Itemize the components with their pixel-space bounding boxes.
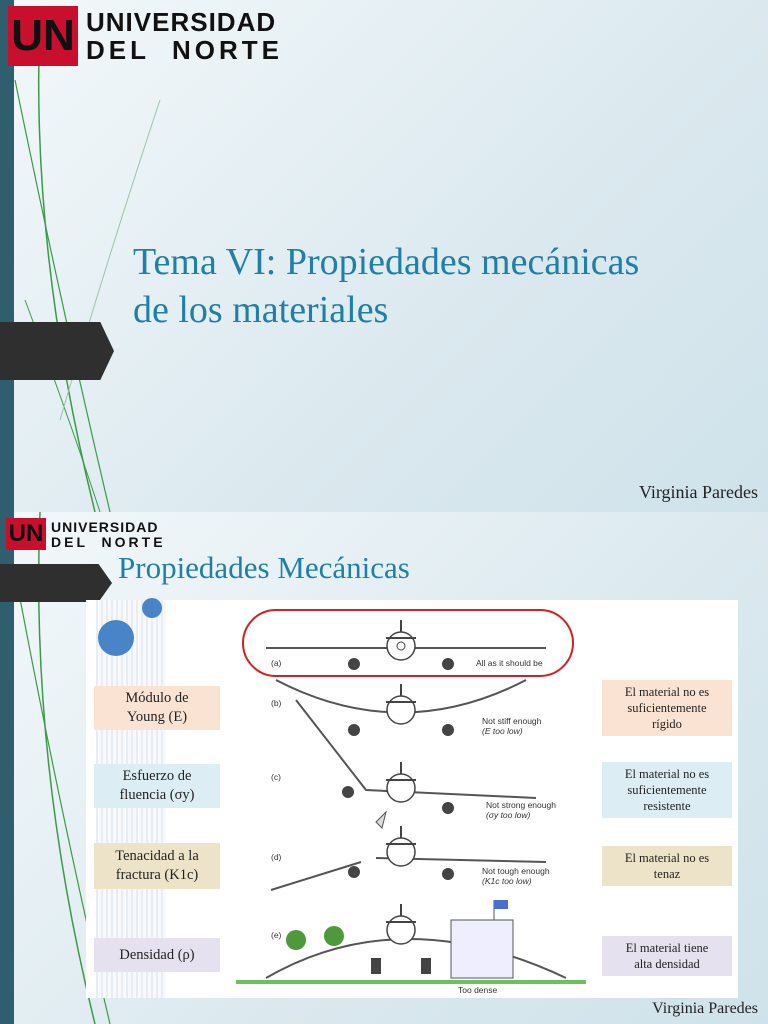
caption-sub: (K1c too low) (482, 876, 532, 886)
slide-title-line1: Tema VI: Propiedades mecánicas (133, 241, 640, 283)
logo-line2: DEL NORTE (51, 533, 166, 550)
plane-b-wheel (348, 724, 360, 736)
logo-mark: UN (8, 6, 78, 66)
plane-c-fuselage (387, 774, 415, 802)
result-line: El material no es (624, 685, 710, 699)
content-slide (0, 512, 768, 1024)
tree (286, 930, 306, 950)
logo-line1: UNIVERSIDAD (86, 7, 277, 37)
arrow-marker (0, 322, 114, 380)
decorative-dot (98, 620, 134, 656)
caption-sub: (σy too low) (486, 810, 531, 820)
panel-tag: (a) (271, 658, 282, 668)
tree (324, 926, 344, 946)
panel-caption: Too dense (458, 985, 498, 995)
result-line: alta densidad (634, 957, 700, 971)
plane-a-spinner (397, 642, 405, 650)
label-yield-stress (94, 764, 220, 808)
logo-line2: DEL NORTE (86, 35, 283, 65)
slide-title-line2: de los materiales (133, 289, 389, 331)
plane-e-wheel (421, 958, 431, 974)
arrow-marker (0, 564, 112, 602)
terminal-building (451, 920, 513, 978)
plane-b-wheel (442, 724, 454, 736)
author-name: Virginia Paredes (652, 1000, 758, 1017)
plane-d-broken-wing (271, 862, 361, 890)
label-line: Esfuerzo de (122, 768, 192, 784)
plane-c-wing (296, 700, 536, 798)
sidebar-band (0, 0, 14, 512)
result-line: El material tiene (625, 941, 709, 955)
decorative-dot (142, 598, 162, 618)
plane-d-fuselage (387, 838, 415, 866)
plane-b-fuselage (387, 696, 415, 724)
panel-tag: (d) (271, 852, 282, 862)
panel-caption: All as it should be (476, 658, 543, 668)
caption-text: Not tough enough (482, 866, 550, 876)
plane-a-wheel (442, 658, 454, 670)
result-line: El material no es (624, 767, 710, 781)
slide-title (133, 238, 733, 334)
result-line: rígido (652, 717, 682, 731)
slide-title: Propiedades Mecánicas (118, 550, 410, 585)
label-line: fluencia (σy) (119, 787, 195, 803)
result-line: resistente (643, 799, 691, 813)
label-density (94, 938, 220, 972)
caption-text: Not strong enough (486, 800, 556, 810)
panel-caption (482, 716, 541, 736)
label-line: Módulo de (125, 690, 189, 706)
result-line: suficientemente (627, 783, 707, 797)
plane-d-wheel (442, 868, 454, 880)
university-logo (6, 518, 166, 550)
result-line: suficientemente (627, 701, 707, 715)
panel-caption (486, 800, 556, 820)
plane-c-wheel (342, 786, 354, 798)
caption-text: Not stiff enough (482, 716, 542, 726)
panel-tag: (c) (271, 772, 281, 782)
result-line: tenaz (653, 867, 681, 881)
flag (494, 900, 508, 909)
panel-tag: (e) (271, 930, 282, 940)
result-not-stiff (602, 680, 732, 736)
label-fracture-toughness (94, 843, 220, 889)
plane-e-wheel (371, 958, 381, 974)
result-line: El material no es (624, 851, 710, 865)
author-name: Virginia Paredes (638, 482, 758, 502)
plane-a-wheel (348, 658, 360, 670)
result-too-dense (602, 936, 732, 976)
label-line: Densidad (ρ) (119, 946, 195, 963)
label-line: Young (E) (126, 709, 188, 725)
panel-caption (482, 866, 550, 886)
university-logo (8, 6, 283, 66)
plane-d-wheel (348, 866, 360, 878)
plane-e-fuselage (387, 916, 415, 944)
caption-sub: (E too low) (482, 726, 523, 736)
plane-d-fragment (376, 812, 386, 828)
label-young-modulus (94, 686, 220, 730)
label-line: Tenacidad a la (115, 848, 199, 864)
logo-line1: UNIVERSIDAD (51, 518, 159, 535)
panel-tag: (b) (271, 698, 282, 708)
result-not-strong (602, 762, 732, 818)
result-not-tough (602, 846, 732, 886)
logo-mark: UN (6, 518, 46, 550)
plane-c-wheel (442, 802, 454, 814)
properties-figure (86, 600, 738, 998)
label-line: fractura (K1c) (115, 867, 199, 883)
plane-e-wing (266, 939, 566, 978)
